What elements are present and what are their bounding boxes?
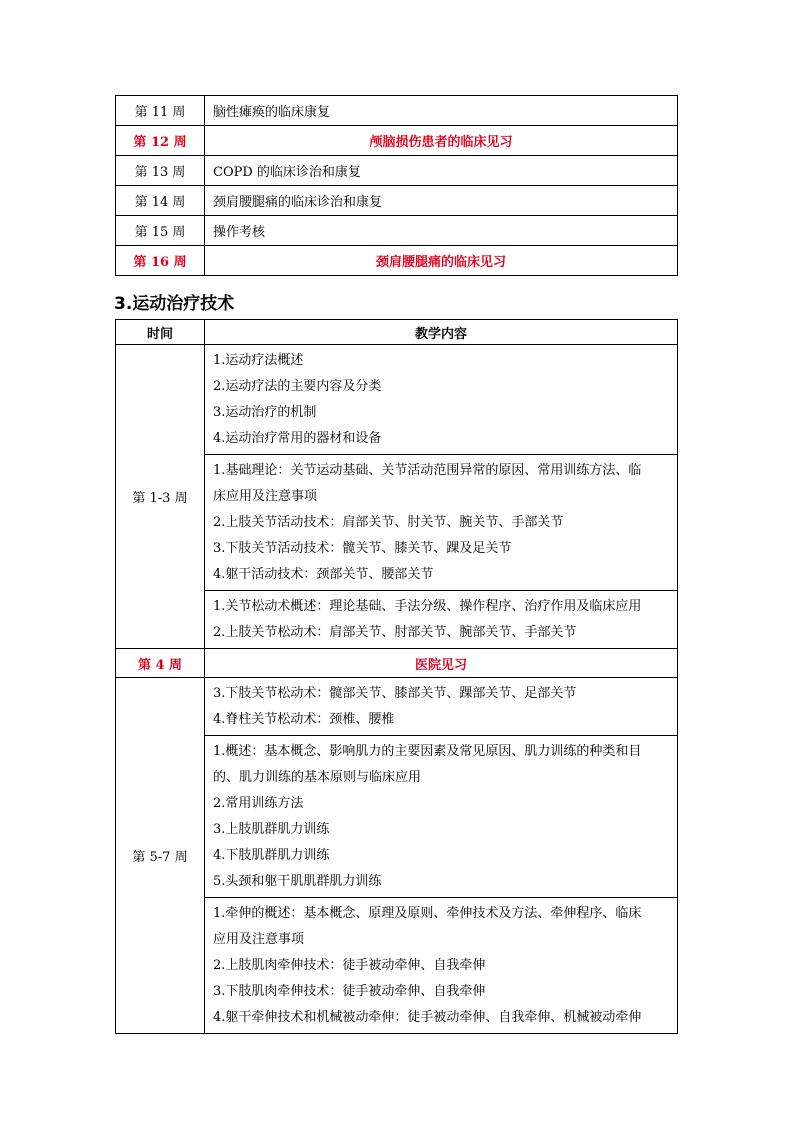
content-line: 1.基础理论：关节运动基础、关节活动范围异常的原因、常用训练方法、临 [213, 463, 642, 478]
week-cell: 第 12 周 [116, 126, 205, 156]
content-cell: 脑性瘫痪的临床康复 [205, 96, 678, 126]
content-line: 3.上肢肌群肌力训练 [213, 822, 330, 837]
content-line: 1.概述：基本概念、影响肌力的主要因素及常见原因、肌力训练的种类和目 [213, 744, 642, 759]
content-line: 床应用及注意事项 [213, 489, 318, 504]
content-line: 4.躯干活动技术：颈部关节、腰部关节 [213, 567, 434, 582]
content-block [205, 455, 678, 591]
content-line: 4.运动治疗常用的器材和设备 [213, 431, 382, 446]
table-row [116, 186, 678, 216]
content-line: 3.下肢关节活动技术：髋关节、膝关节、踝及足关节 [213, 541, 512, 556]
week-cell: 第 15 周 [116, 216, 205, 246]
content-line: 2.上肢关节活动技术：肩部关节、肘关节、腕关节、手部关节 [213, 515, 564, 530]
content-line: 2.上肢肌肉牵伸技术：徒手被动牵伸、自我牵伸 [213, 958, 486, 973]
content-block [205, 898, 678, 1034]
content-line: 2.运动疗法的主要内容及分类 [213, 379, 382, 394]
table-row [116, 678, 678, 736]
week-cell: 第 11 周 [116, 96, 205, 126]
content-line: 1.关节松动术概述：理论基础、手法分级、操作程序、治疗作用及临床应用 [213, 599, 642, 614]
table-top-body [116, 96, 678, 276]
week-1-3-cell: 第 1-3 周 [116, 345, 205, 649]
content-line: 的、肌力训练的基本原则与临床应用 [213, 770, 422, 785]
content-line: 1.运动疗法概述 [213, 353, 304, 368]
table-row [116, 246, 678, 276]
week-cell: 第 16 周 [116, 246, 205, 276]
content-line: 3.下肢肌肉牵伸技术：徒手被动牵伸、自我牵伸 [213, 984, 486, 999]
content-line: 3.下肢关节松动术：髋部关节、膝部关节、踝部关节、足部关节 [213, 686, 577, 701]
content-block [205, 591, 678, 649]
content-cell: 颈肩腰腿痛的临床见习 [205, 246, 678, 276]
content-block [205, 345, 678, 455]
table-row [116, 156, 678, 186]
content-line: 2.常用训练方法 [213, 796, 304, 811]
week-cell: 第 14 周 [116, 186, 205, 216]
content-cell: 操作考核 [205, 216, 678, 246]
week-5-7-cell: 第 5-7 周 [116, 678, 205, 1034]
content-line: 4.下肢肌群肌力训练 [213, 848, 330, 863]
section-heading: 3.运动治疗技术 [114, 294, 235, 314]
hospital-practice-cell: 医院见习 [205, 649, 678, 678]
table-row [116, 126, 678, 156]
content-line: 4.脊柱关节松动术：颈椎、腰椎 [213, 712, 395, 727]
table-header-row [116, 320, 678, 345]
motion-therapy-schedule-table [115, 319, 678, 1034]
header-time: 时间 [116, 320, 205, 345]
content-line: 5.头颈和躯干肌肌群肌力训练 [213, 874, 382, 889]
week-cell: 第 13 周 [116, 156, 205, 186]
content-block [205, 736, 678, 898]
content-line: 应用及注意事项 [213, 932, 305, 947]
content-cell: COPD 的临床诊治和康复 [205, 156, 678, 186]
week-4-cell: 第 4 周 [116, 649, 205, 678]
table-row [116, 649, 678, 678]
weekly-schedule-table-top [115, 95, 678, 276]
content-line: 2.上肢关节松动术：肩部关节、肘部关节、腕部关节、手部关节 [213, 625, 577, 640]
content-line: 4.躯干牵伸技术和机械被动牵伸：徒手被动牵伸、自我牵伸、机械被动牵伸 [213, 1010, 642, 1025]
content-block [205, 678, 678, 736]
table-row [116, 96, 678, 126]
content-line: 3.运动治疗的机制 [213, 405, 317, 420]
table-row [116, 216, 678, 246]
content-cell: 颈肩腰腿痛的临床诊治和康复 [205, 186, 678, 216]
content-line: 1.牵伸的概述：基本概念、原理及原则、牵伸技术及方法、牵伸程序、临床 [213, 906, 642, 921]
table-row [116, 345, 678, 455]
header-content: 教学内容 [205, 320, 678, 345]
content-cell: 颅脑损伤患者的临床见习 [205, 126, 678, 156]
